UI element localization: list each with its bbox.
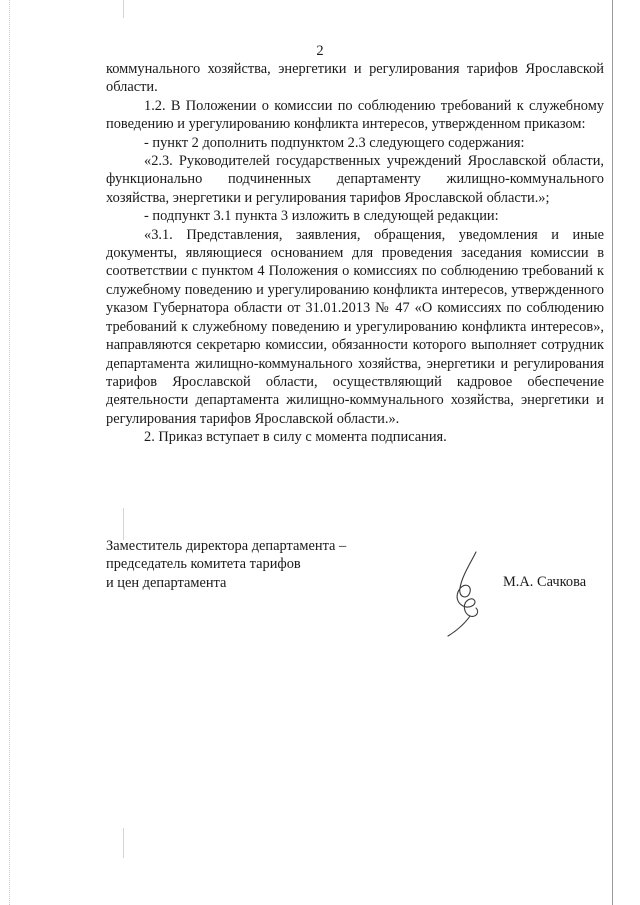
paragraph: 2. Приказ вступает в силу с момента подписания. xyxy=(144,429,447,446)
paragraph: коммунального хозяйства, энергетики и регулирования тарифов Ярославской области. xyxy=(106,61,604,96)
signer-name: М.А. Сачкова xyxy=(503,574,587,590)
scan-artifact xyxy=(123,828,124,858)
scan-edge-right xyxy=(612,0,613,905)
paragraph: 1.2. В Положении о комиссии по соблюдению требований к служебному поведению и урегулированию конфликта интересов, утвержденном приказом: xyxy=(106,97,604,133)
paragraph: - подпункт 3.1 пункта 3 изложить в следующей редакции: xyxy=(144,208,499,225)
position-line: и цен департамента xyxy=(106,574,227,591)
scan-artifact xyxy=(123,0,124,18)
scan-artifact xyxy=(123,508,124,540)
handwritten-signature xyxy=(440,548,500,640)
paragraph: «2.3. Руководителей государственных учреждений Ярославской области, функционально подчиненных департаменту жилищно-коммунального хозяйства, энергетики и регулирования тарифов Ярославской области.»; xyxy=(106,153,604,206)
scan-edge-left xyxy=(9,0,10,905)
document-body xyxy=(106,60,604,447)
position-line: председатель комитета тарифов xyxy=(106,556,301,573)
signatory-position xyxy=(106,537,406,592)
paragraph: - пункт 2 дополнить подпунктом 2.3 следующего содержания: xyxy=(144,134,525,151)
paragraph: «3.1. Представления, заявления, обращения, уведомления и иные документы, являющиеся основанием для проведения заседания комиссии в соответствии с пунктом 4 Положения о комиссиях по соблюдению требований к служебному поведению и урегулированию конфликта интересов, утвержденного указом Губернатора области от 31.01.2013 № 47 «О комиссиях по соблюдению требований к служебному поведению и урегулированию конфликта интересов», направляются секретарю комиссии, обязанности которого выполняет сотрудник департамента жилищно-коммунального хозяйства, энергетики и регулирования тарифов Ярославской области, осуществляющий кадровое обеспечение деятельности департамента жилищно-коммунального хозяйства, энергетики и регулирования тарифов Ярославской области.». xyxy=(106,226,604,427)
position-line: Заместитель директора департамента – xyxy=(106,538,347,554)
page-number: 2 xyxy=(316,43,324,59)
